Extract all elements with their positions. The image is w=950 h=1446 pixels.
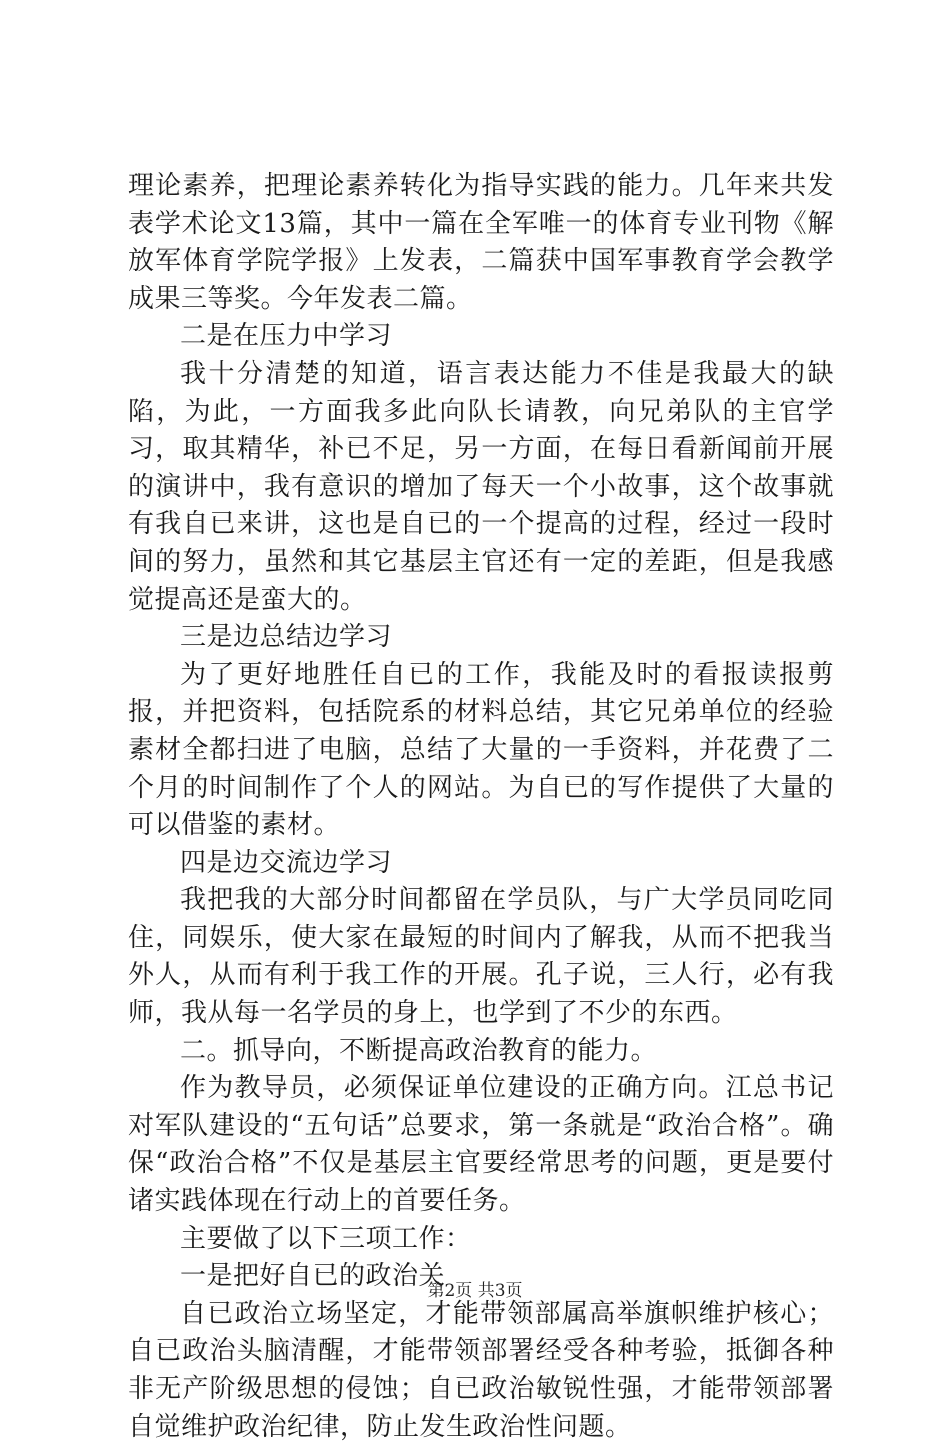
- page-number-footer: 第2页 共3页: [427, 1281, 523, 1301]
- heading-exchange-while-learning: 四是边交流边学习: [180, 847, 393, 878]
- heading-summarize-while-learning: 三是边总结边学习: [180, 622, 393, 653]
- paragraph-instructor-duty: 作为教导员，必须保证单位建设的正确方向。江总书记对军队建设的“五句话”总要求，第一条就是“政治合格”。确保“政治合格”不仅是基层主官要经常思考的问题，更是要付诸实践体现在行动上的首要任务。: [128, 1073, 834, 1217]
- paragraph-materials-website: 为了更好地胜任自已的工作，我能及时的看报读报剪报，并把资料，包括院系的材料总结，其它兄弟单位的经验素材全都扫进了电脑，总结了大量的一手资料，并花费了二个月的时间制作了个人的网站。为自已的写作提供了大量的可以借鉴的素材。: [128, 659, 834, 841]
- document-body: [128, 168, 834, 1446]
- paragraph-language-ability: 我十分清楚的知道，语言表达能力不佳是我最大的缺陷，为此，一方面我多此向队长请教，向兄弟队的主官学习，取其精华，补已不足，另一方面，在每日看新闻前开展的演讲中，我有意识的增加了每天一个小故事，这个故事就有我自已来讲，这也是自已的一个提高的过程，经过一段时间的努力，虽然和其它基层主官还有一定的差距，但是我感觉提高还是蛮大的。: [128, 358, 834, 615]
- heading-political-checkpoint: 一是把好自已的政治关: [180, 1261, 446, 1292]
- paragraph-three-tasks-intro: 主要做了以下三项工作：: [180, 1223, 472, 1254]
- paragraph-continued-theory: 理论素养，把理论素养转化为指导实践的能力。几年来共发表学术论文13篇，其中一篇在全军唯一的体育专业刊物《解放军体育学院学报》上发表，二篇获中国军事教育学会教学成果三等奖。今年发表二篇。: [128, 171, 834, 314]
- heading-political-education: 二。抓导向，不断提高政治教育的能力。: [180, 1035, 658, 1066]
- paragraph-political-stance: 自已政治立场坚定，才能带领部属高举旗帜维护核心；自已政治头脑清醒，才能带领部署经受各种考验，抵御各种非无产阶级思想的侵蚀；自已政治敏锐性强，才能带领部署自觉维护政治纪律，防止发生政治性问题。: [128, 1298, 834, 1442]
- heading-learn-under-pressure: 二是在压力中学习: [180, 321, 393, 352]
- paragraph-time-with-trainees: 我把我的大部分时间都留在学员队，与广大学员同吃同住，同娱乐，使大家在最短的时间内了解我，从而不把我当外人，从而有利于我工作的开展。孔子说，三人行，必有我师，我从每一名学员的身上，也学到了不少的东西。: [128, 885, 834, 1029]
